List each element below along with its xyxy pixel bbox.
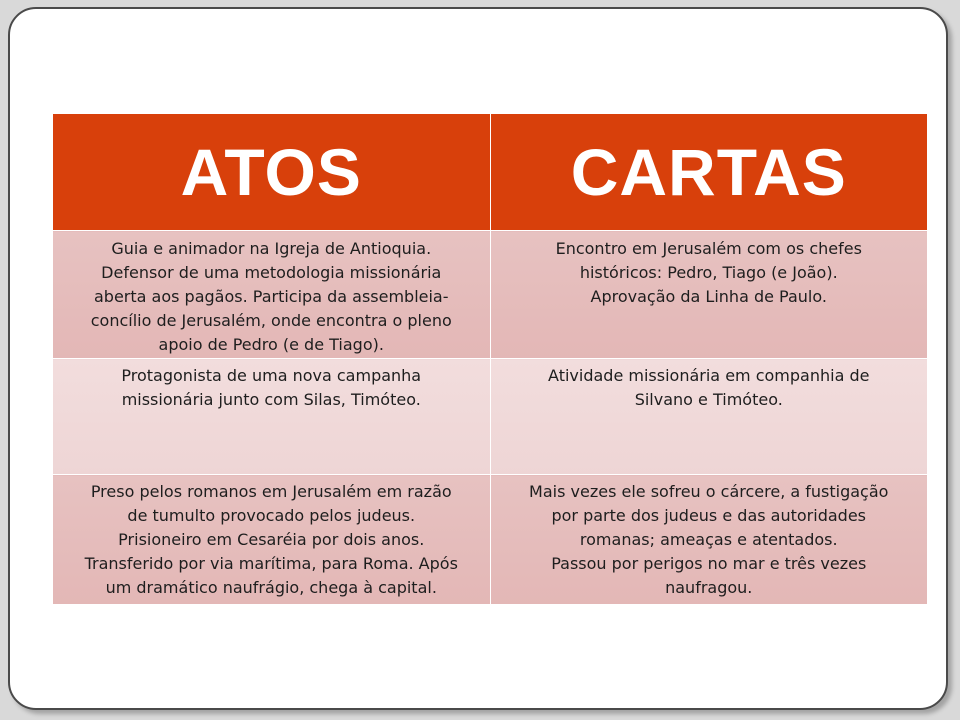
cell-atos bbox=[53, 475, 491, 605]
cell-line: Defensor de uma metodologia missionária bbox=[101, 263, 442, 282]
cell-line: Prisioneiro em Cesaréia por dois anos. bbox=[118, 530, 425, 549]
slide bbox=[8, 7, 948, 710]
cell-atos bbox=[53, 359, 491, 475]
cell-line: naufragou. bbox=[665, 578, 753, 597]
header-cartas: CARTAS bbox=[490, 114, 928, 231]
cell-line: históricos: Pedro, Tiago (e João). bbox=[579, 263, 838, 282]
cell-line: aberta aos pagãos. Participa da assembleia- bbox=[93, 287, 449, 306]
cell-line: Atividade missionária em companhia de bbox=[548, 366, 870, 385]
cell-line: Preso pelos romanos em Jerusalém em razão bbox=[90, 482, 452, 501]
cell-line: concílio de Jerusalém, onde encontra o pleno bbox=[90, 311, 452, 330]
cell-line: Encontro em Jerusalém com os chefes bbox=[555, 239, 862, 258]
table-row bbox=[53, 231, 928, 359]
cell-cartas bbox=[490, 359, 928, 475]
cell-line: Passou por perigos no mar e três vezes bbox=[551, 554, 867, 573]
comparison-table bbox=[52, 113, 928, 605]
cell-cartas bbox=[490, 475, 928, 605]
cell-line: Transferido por via marítima, para Roma. Após bbox=[84, 554, 458, 573]
cell-line: Protagonista de uma nova campanha bbox=[121, 366, 422, 385]
table-row bbox=[53, 475, 928, 605]
table-row bbox=[53, 359, 928, 475]
cell-line: Guia e animador na Igreja de Antioquia. bbox=[111, 239, 432, 258]
cell-line: Silvano e Timóteo. bbox=[634, 390, 783, 409]
cell-line: por parte dos judeus e das autoridades bbox=[551, 506, 866, 525]
cell-line: romanas; ameaças e atentados. bbox=[579, 530, 838, 549]
header-row bbox=[53, 114, 928, 231]
cell-cartas bbox=[490, 231, 928, 359]
cell-line: Mais vezes ele sofreu o cárcere, a fustigação bbox=[529, 482, 889, 501]
cell-atos bbox=[53, 231, 491, 359]
cell-line: Aprovação da Linha de Paulo. bbox=[590, 287, 827, 306]
cell-line: um dramático naufrágio, chega à capital. bbox=[105, 578, 437, 597]
header-atos: ATOS bbox=[53, 114, 491, 231]
cell-line: apoio de Pedro (e de Tiago). bbox=[158, 335, 384, 354]
cell-line: de tumulto provocado pelos judeus. bbox=[127, 506, 416, 525]
cell-line: missionária junto com Silas, Timóteo. bbox=[121, 390, 421, 409]
